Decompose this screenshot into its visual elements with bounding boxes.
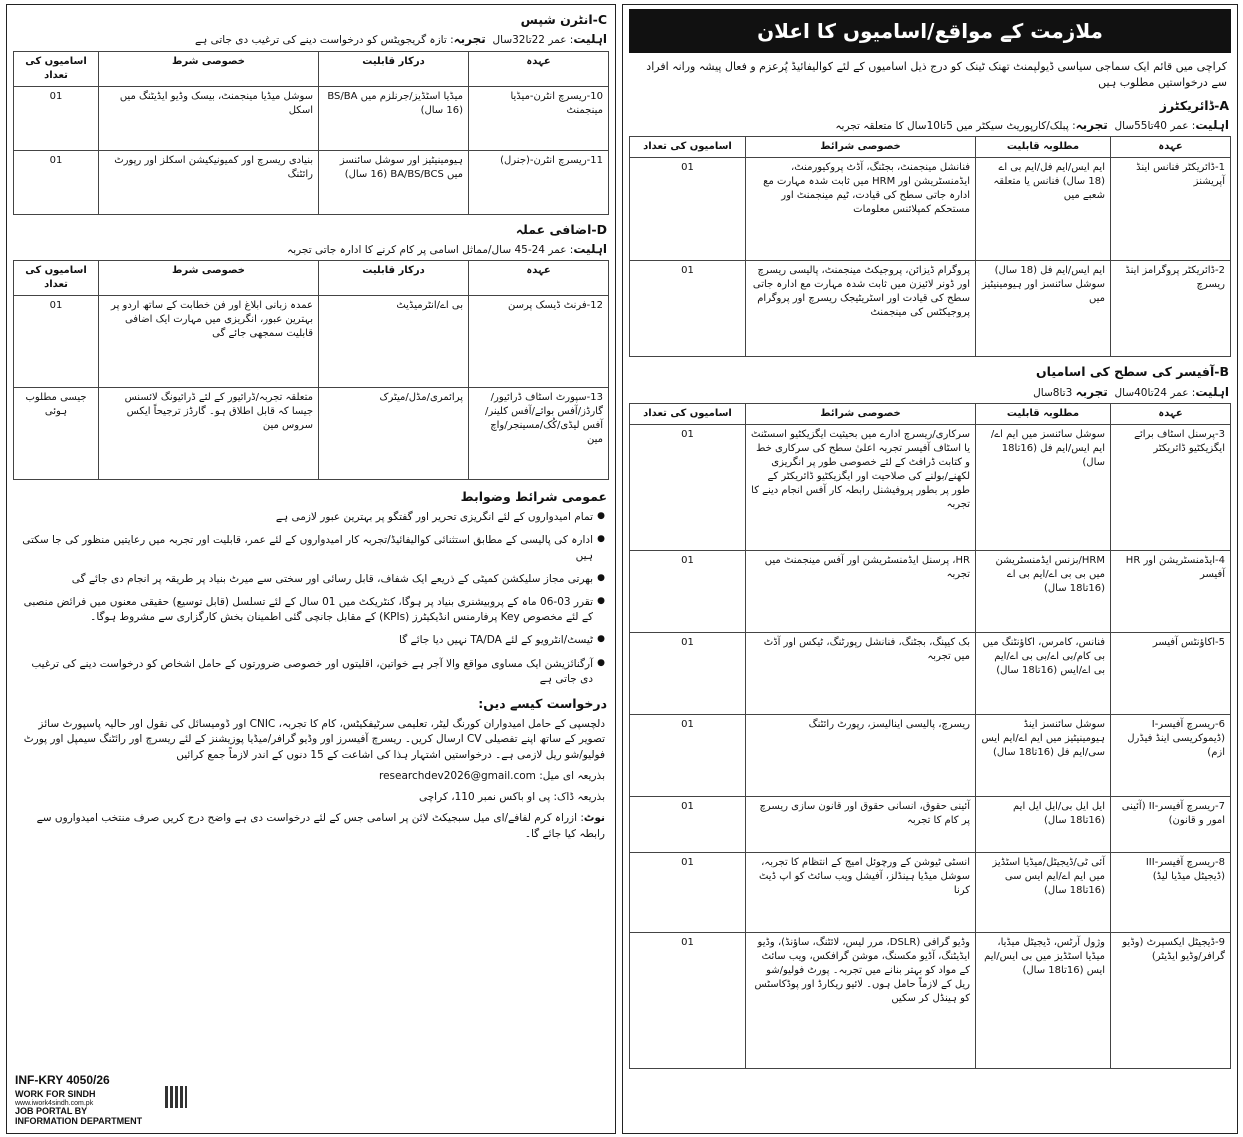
- count-cell: 01: [630, 932, 746, 1068]
- count-cell: 01: [630, 158, 746, 261]
- header-conditions: خصوصی شرط: [99, 261, 319, 296]
- experience-text: 3تا8سال: [1033, 386, 1076, 399]
- experience-label: تجربہ: [453, 32, 486, 47]
- header-count: اسامیوں کی تعداد: [14, 261, 99, 296]
- section-a-title: A-ڈائریکٹرز: [1159, 97, 1229, 113]
- conditions-cell: HR، پرسنل ایڈمنسٹریشن اور آفس مینجمنٹ میں تجربہ: [746, 550, 976, 632]
- header-qualification: مطلوبہ قابلیت: [976, 137, 1111, 158]
- count-cell: 01: [630, 714, 746, 796]
- header-post: عہدہ: [469, 261, 609, 296]
- eligibility-label: اہلیت: [1195, 118, 1229, 132]
- conditions-cell: وڈیو گرافی (DSLR، مرر لیس، لائٹنگ، ساؤنڈ)، وڈیو ایڈیٹنگ، آڈیو مکسنگ، موشن گرافکس، ویب سائٹ کے مواد کو بہتر بنانے میں تجربہ۔ پورٹ فولیو/شو ریل کے لازماً حامل ہوں۔ لائیو ریکارڈ اور پوڈکاسٹس کو ہینڈل کر سکیں: [746, 932, 976, 1068]
- eligibility-label: اہلیت: [573, 32, 607, 47]
- experience-label: تجربہ: [1075, 384, 1108, 399]
- eligibility-age: : عمر 22تا32سال: [492, 34, 574, 47]
- table-header-row: [14, 261, 609, 296]
- conditions-cell: بک کیپنگ، بجٹنگ، فنانشل رپورٹنگ، ٹیکس اور آڈٹ میں تجربہ: [746, 632, 976, 714]
- qualification-cell: سوشل سائنسز میں ایم اے/ایم ایس/ایم فل (16تا18 سال): [976, 424, 1111, 550]
- list-item: ● تقرر 03-06 ماہ کے پروبیشنری بنیاد پر ہوگا، کنٹریکٹ میں 01 سال کے لئے تسلسل (قابل توسیع) حقیقی معنوں میں فرائض منصبی کے لئے مخصوص Key پرفارمنس انڈیکیٹرز (KPIs) کے مقابل جانچی گئی اطمینان بخش کارگزاری سے مشروط ہوگا۔: [17, 595, 605, 625]
- post-cell: 10-ریسرچ انٹرن-میڈیا مینجمنٹ: [469, 86, 609, 150]
- email-line: [17, 769, 605, 784]
- table-row: [630, 796, 1231, 852]
- post-cell: 8-ریسرچ آفیسر-III (ڈیجیٹل میڈیا لیڈ): [1111, 852, 1231, 932]
- header-conditions: خصوصی شرائط: [746, 403, 976, 424]
- table-row: [630, 424, 1231, 550]
- qualification-cell: میڈیا اسٹڈیز/جرنلزم میں BS/BA (16 سال): [319, 86, 469, 150]
- qualification-cell: وژول آرٹس، ڈیجیٹل میڈیا، میڈیا اسٹڈیز میں بی ایس/ایم ایس (16تا18 سال): [976, 932, 1111, 1068]
- post-cell: 1-ڈائریکٹر فنانس اینڈ آپریشنز: [1111, 158, 1231, 261]
- qualification-cell: فنانس، کامرس، اکاؤنٹنگ میں بی کام/بی اے/بی بی اے/ایم بی اے/ایس (16تا18 سال): [976, 632, 1111, 714]
- howto-text: دلچسپی کے حامل امیدواران کورنگ لیٹر، تعلیمی سرٹیفکیٹس، کام کا تجربہ، CNIC اور ڈومیسائل کی نقول اور حالیہ پاسپورٹ سائز تصویر کے ساتھ اپنے تفصیلی CV ارسال کریں۔ ریسرچ آفیسرز اور وڈیو گرافر/میڈیا پوزیشنز کے لئے ریسرچ اور رائٹنگ سیمپل اور پورٹ فولیو/شو ریل لازمی ہے۔ درخواستیں اشتہار ہذا کی اشاعت کے 15 دنوں کے اندر لازماً جمع کرائیں: [23, 718, 605, 761]
- terms-title: عمومی شرائط وضوابط: [460, 489, 607, 505]
- table-row: [14, 388, 609, 480]
- intro-text: کراچی میں قائم ایک سماجی سیاسی ڈیولپمنٹ تھنک ٹینک کو درج ذیل اسامیوں کے لئے کوالیفائیڈ پُرعزم و فعال پیشہ ورانہ افراد سے درخواستیں مطلوب ہیں: [646, 60, 1227, 89]
- qualification-cell: ہیومینیٹیز اور سوشل سائنسز میں BA/BS/BCS (16 سال): [319, 150, 469, 214]
- footer: [15, 1072, 195, 1127]
- count-cell: 01: [630, 550, 746, 632]
- count-cell: 01: [14, 296, 99, 388]
- header-post: عہدہ: [1111, 137, 1231, 158]
- email-address[interactable]: researchdev2026@gmail.com: [378, 769, 536, 782]
- table-header-row: [630, 137, 1231, 158]
- logo-line: JOB PORTAL BY: [15, 1106, 88, 1117]
- table-header-row: [630, 403, 1231, 424]
- conditions-cell: ریسرچ، پالیسی اینالیسز، رپورٹ رائٹنگ: [746, 714, 976, 796]
- qualification-cell: ایل ایل بی/ایل ایل ایم (16تا18 سال): [976, 796, 1111, 852]
- table-row: [630, 852, 1231, 932]
- table-row: [14, 86, 609, 150]
- header-conditions: خصوصی شرائط: [746, 137, 976, 158]
- right-column: [622, 4, 1238, 1134]
- page-title: ملازمت کے مواقع/اسامیوں کا اعلان: [629, 9, 1231, 53]
- postal-address: بذریعہ ڈاک: پی او باکس نمبر 110، کراچی: [418, 791, 605, 804]
- left-column: [6, 4, 616, 1134]
- table-row: [630, 550, 1231, 632]
- email-label: بذریعہ ای میل:: [539, 769, 605, 782]
- table-row: [630, 158, 1231, 261]
- officers-table: [629, 403, 1231, 1069]
- conditions-cell: سوشل میڈیا مینجمنٹ، بیسک وڈیو ایڈیٹنگ میں اسکل: [99, 86, 319, 150]
- conditions-cell: متعلقہ تجربہ/ڈرائیور کے لئے ڈرائیونگ لائسنس جیسا کہ قابل اطلاق ہو۔ گارڈز ترجیحاً ایکس سروس مین: [99, 388, 319, 480]
- list-item: ● ادارہ کی پالیسی کے مطابق استثنائی کوالیفائیڈ/تجربہ کار امیدواروں کے لئے عمر، قابلیت اور تجربہ میں رعایتیں منظور کی جا سکتی ہیں: [17, 533, 605, 563]
- howto-section: [17, 717, 605, 842]
- table-row: [14, 296, 609, 388]
- header-count: اسامیوں کی تعداد: [630, 137, 746, 158]
- directors-table: [629, 136, 1231, 357]
- header-conditions: خصوصی شرط: [99, 51, 319, 86]
- logo-dept: INFORMATION DEPARTMENT: [15, 1116, 143, 1127]
- count-cell: 01: [630, 796, 746, 852]
- count-cell: 01: [630, 632, 746, 714]
- post-cell: 5-اکاؤنٹس آفیسر: [1111, 632, 1231, 714]
- eligibility-age: : عمر 24-45 سال/مماثل اسامی پر کام کرنے کا ادارہ جاتی تجربہ: [287, 243, 574, 256]
- post-cell: 7-ریسرچ آفیسر-II (آئینی امور و قانون): [1111, 796, 1231, 852]
- header-qualification: درکار قابلیت: [319, 51, 469, 86]
- conditions-cell: فنانشل مینجمنٹ، بجٹنگ، آڈٹ پروکیورمنٹ، ایڈمنسٹریشن اور HRM میں ثابت شدہ مہارت مع ادارہ جاتی سطح کی قیادت، ٹیم مینجمنٹ اور مستحکم کمپلائنس معلومات: [746, 158, 976, 261]
- qualification-cell: HRM/بزنس ایڈمنسٹریشن میں بی بی اے/ایم بی اے (16تا18 سال): [976, 550, 1111, 632]
- eligibility-age: : عمر 24تا40سال: [1114, 386, 1196, 399]
- logo-url: www.iwork4sindh.com.pk: [15, 1099, 94, 1107]
- qualification-cell: آئی ٹی/ڈیجیٹل/میڈیا اسٹڈیز میں ایم اے/ایم ایس سی (16تا18 سال): [976, 852, 1111, 932]
- conditions-cell: بنیادی ریسرچ اور کمیونیکیشن اسکلز اور رپورٹ رائٹنگ: [99, 150, 319, 214]
- conditions-cell: آئینی حقوق، انسانی حقوق اور قانون سازی ریسرچ پر کام کا تجربہ: [746, 796, 976, 852]
- qualification-cell: پرائمری/مڈل/میٹرک: [319, 388, 469, 480]
- table-row: [630, 932, 1231, 1068]
- post-cell: 12-فرنٹ ڈیسک پرسن: [469, 296, 609, 388]
- experience-text: : تازہ گریجویٹس کو درخواست دینے کی ترغیب دی جاتی ہے: [194, 34, 454, 47]
- note-text: : ازراہ کرم لفافے/ای میل سبجیکٹ لائن پر اسامی جس کے لئے درخواست دی ہے واضح درج کریں صرف منتخب امیدواروں سے رابطہ کیا جائے گا۔: [36, 812, 605, 840]
- header-count: اسامیوں کی تعداد: [630, 403, 746, 424]
- additional-staff-table: [13, 260, 609, 480]
- post-cell: 4-ایڈمنسٹریشن اور HR آفیسر: [1111, 550, 1231, 632]
- list-item: ● ٹیسٹ/انٹرویو کے لئے TA/DA نہیں دیا جائے گا: [17, 633, 605, 648]
- post-cell: 6-ریسرچ آفیسر-I (ڈیموکریسی اینڈ فیڈرل ازم): [1111, 714, 1231, 796]
- eligibility-label: اہلیت: [573, 241, 607, 256]
- section-a-eligibility: [631, 117, 1229, 134]
- count-cell: 01: [14, 86, 99, 150]
- header-post: عہدہ: [469, 51, 609, 86]
- header-count: اسامیوں کی تعداد: [14, 51, 99, 86]
- count-cell: 01: [630, 261, 746, 357]
- conditions-cell: انسٹی ٹیوشن کے ورچوئل امیج کے انتظام کا تجربہ، سوشل میڈیا ہینڈلز، آفیشل ویب سائٹ کو اپ ڈیٹ کرنا: [746, 852, 976, 932]
- terms-list: [17, 510, 605, 687]
- logo-title: WORK FOR SINDH: [15, 1088, 96, 1099]
- section-b-eligibility: [631, 384, 1229, 401]
- count-cell: 01: [630, 424, 746, 550]
- post-cell: 2-ڈائریکٹر پروگرامز اینڈ ریسرچ: [1111, 261, 1231, 357]
- count-cell: 01: [630, 852, 746, 932]
- eligibility-label: اہلیت: [1195, 384, 1229, 399]
- eligibility-age: : عمر 40تا55سال: [1114, 120, 1196, 132]
- howto-title: درخواست کیسے دیں:: [478, 696, 607, 712]
- note: [17, 811, 605, 841]
- list-item: ● آرگنائزیشن ایک مساوی مواقع والا آجر ہے خواتین، اقلیتوں اور خصوصی ضرورتوں کے حامل اشخاص کو درخواست دینے کی ترغیب دی جاتی ہے: [17, 657, 605, 687]
- reference-number: INF-KRY 4050/26: [15, 1073, 110, 1088]
- section-d-eligibility: [15, 241, 607, 258]
- conditions-cell: عمدہ زبانی ابلاغ اور فن خطابت کے ساتھ اردو پر بہترین عبور، انگریزی میں مہارت ایک اضافی قابلیت سمجھی جائے گی: [99, 296, 319, 388]
- list-item: ● بھرتی مجاز سلیکشن کمیٹی کے ذریعے ایک شفاف، قابل رسائی اور سختی سے میرٹ بنیاد پر طریقہ پر انجام دی جائے گی: [17, 572, 605, 587]
- header-qualification: درکار قابلیت: [319, 261, 469, 296]
- qr-code-icon: [165, 1086, 187, 1108]
- post-cell: 11-ریسرچ انٹرن-(جنرل): [469, 150, 609, 214]
- note-label: نوٹ: [583, 812, 605, 825]
- section-b-title: B-آفیسر کی سطح کی اسامیاں: [1036, 364, 1229, 380]
- internships-table: [13, 51, 609, 215]
- table-row: [630, 714, 1231, 796]
- table-row: [14, 150, 609, 214]
- table-header-row: [14, 51, 609, 86]
- section-c-eligibility: [15, 31, 607, 48]
- section-d-title: D-اضافی عملہ: [515, 221, 607, 237]
- qualification-cell: سوشل سائنسز اینڈ ہیومینیٹیز میں ایم اے/ایم ایس سی/ایم فل (16تا18 سال): [976, 714, 1111, 796]
- count-cell: 01: [14, 150, 99, 214]
- conditions-cell: سرکاری/ریسرچ ادارے میں بحیثیت ایگزیکٹیو اسسٹنٹ یا اسٹاف آفیسر تجربہ اعلیٰ سطح کی سرکاری خط و کتابت ڈرافٹ کے لئے خصوصی طور پر انگریزی لکھنے/بولنے کی صلاحیت اور ایگزیکٹیو ڈائریکٹر کے طور پر بطور پروفیشنل رابطہ کار آفس انجام دینے کا تجربہ: [746, 424, 976, 550]
- table-row: [630, 632, 1231, 714]
- qualification-cell: بی اے/انٹرمیڈیٹ: [319, 296, 469, 388]
- qualification-cell: ایم ایس/ایم فل (18 سال) سوشل سائنسز اور ہیومینیٹیز میں: [976, 261, 1111, 357]
- conditions-cell: پروگرام ڈیزائن، پروجیکٹ مینجمنٹ، پالیسی ریسرچ اور ڈونر لائیزن میں ثابت شدہ مہارت مع ادارہ جاتی سطح کی قیادت اور اسٹریٹیجک ریسرچ اور پروگرام پروجیکٹس کی مینجمنٹ: [746, 261, 976, 357]
- qualification-cell: ایم ایس/ایم فل/ایم بی اے (18 سال) فنانس یا متعلقہ شعبے میں: [976, 158, 1111, 261]
- header-post: عہدہ: [1111, 403, 1231, 424]
- header-qualification: مطلوبہ قابلیت: [976, 403, 1111, 424]
- post-cell: 3-پرسنل اسٹاف برائے ایگزیکٹیو ڈائریکٹر: [1111, 424, 1231, 550]
- count-cell: جیسی مطلوب ہوئی: [14, 388, 99, 480]
- experience-label: تجربہ: [1075, 118, 1108, 132]
- section-c-title: C-انٹرن شپس: [520, 12, 607, 27]
- table-row: [630, 261, 1231, 357]
- post-cell: 9-ڈیجیٹل ایکسپرٹ (وڈیو گرافر/وڈیو ایڈیٹر): [1111, 932, 1231, 1068]
- experience-text: : پبلک/کارپوریٹ سیکٹر میں 5تا10سال کا متعلقہ تجربہ: [835, 120, 1076, 132]
- list-item: ● تمام امیدواروں کے لئے انگریزی تحریر اور گفتگو پر بہترین عبور لازمی ہے: [17, 510, 605, 525]
- post-cell: 13-سپورٹ اسٹاف ڈرائیور/گارڈز/آفس بوائے/آفس کلینر/آفس لیڈی/کُک/مسینجر/واچ مین: [469, 388, 609, 480]
